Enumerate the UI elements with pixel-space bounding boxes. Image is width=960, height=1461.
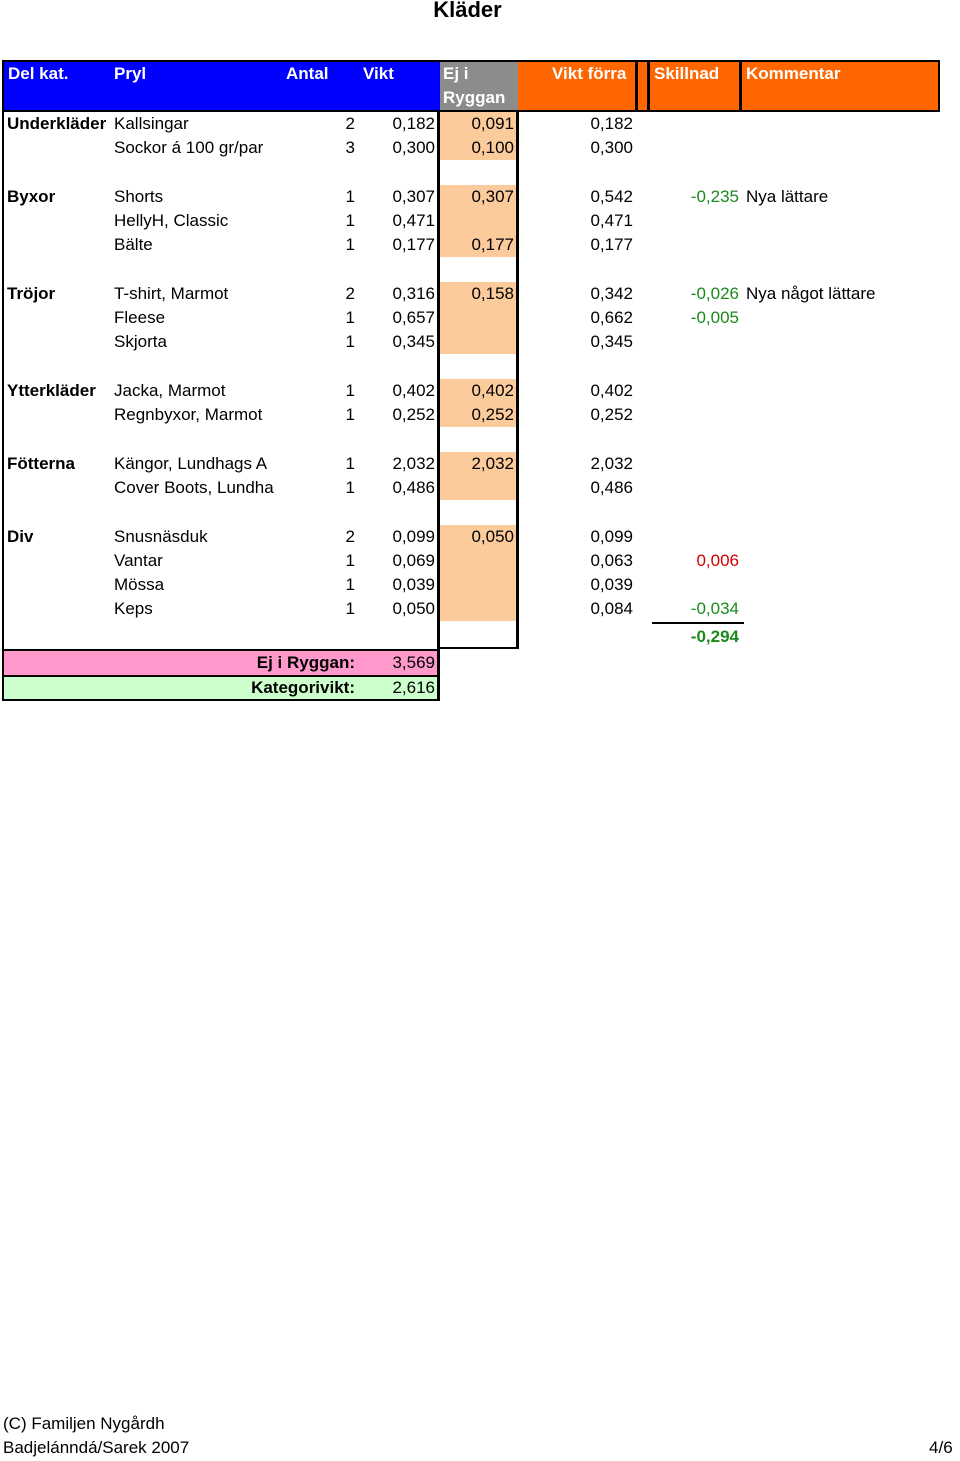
vikt-forra-cell: 0,342 [590, 284, 633, 303]
ej-i-ryggan-cell: 0,100 [471, 138, 514, 157]
header-ryggan: Ryggan [443, 88, 506, 107]
skillnad-cell [640, 112, 739, 136]
header-pryl: Pryl [114, 64, 147, 83]
category-cell [7, 573, 110, 597]
kommentar-cell [746, 233, 956, 257]
page-title: Kläder [433, 0, 502, 22]
skillnad-cell [640, 233, 739, 257]
vikt-cell: 0,050 [392, 599, 435, 618]
antal-cell: 1 [345, 381, 355, 400]
antal-cell: 1 [345, 187, 355, 206]
item-cell: Vantar [114, 551, 163, 570]
antal-cell: 1 [345, 478, 355, 497]
category-cell: Underkläder [7, 114, 107, 133]
item-cell: Jacka, Marmot [114, 381, 226, 400]
kommentar-cell [746, 573, 956, 597]
vikt-cell: 0,300 [392, 138, 435, 157]
vikt-forra-cell: 2,032 [590, 454, 633, 473]
category-cell: Ytterkläder [7, 381, 96, 400]
antal-cell: 1 [345, 405, 355, 424]
ej-i-ryggan-cell [442, 549, 514, 573]
ej-i-ryggan-cell: 2,032 [471, 454, 514, 473]
kommentar-cell [746, 452, 956, 476]
kommentar-cell [746, 209, 956, 233]
vikt-cell: 0,177 [392, 235, 435, 254]
item-cell: Keps [114, 599, 153, 618]
vikt-cell: 0,657 [392, 308, 435, 327]
vikt-forra-cell: 0,084 [590, 599, 633, 618]
header-skillnad: Skillnad [654, 64, 720, 83]
antal-cell: 1 [345, 551, 355, 570]
kommentar-cell [746, 136, 956, 160]
vikt-forra-cell: 0,039 [590, 575, 633, 594]
item-cell: Mössa [114, 575, 165, 594]
vikt-forra-cell: 0,402 [590, 381, 633, 400]
total-diff: -0,294 [690, 627, 739, 646]
vikt-forra-cell: 0,177 [590, 235, 633, 254]
vikt-forra-cell: 0,182 [590, 114, 633, 133]
ej-i-ryggan-cell [442, 209, 514, 233]
kommentar-cell [746, 476, 956, 500]
skillnad-cell [640, 452, 739, 476]
header-kommentar: Kommentar [746, 64, 841, 83]
vikt-forra-cell: 0,471 [590, 211, 633, 230]
kommentar-cell [746, 525, 956, 549]
ej-i-ryggan-cell [442, 330, 514, 354]
ej-i-ryggan-cell [442, 597, 514, 621]
vikt-forra-cell: 0,542 [590, 187, 633, 206]
ej-i-ryggan-cell: 0,402 [471, 381, 514, 400]
vikt-cell: 0,471 [392, 211, 435, 230]
skillnad-cell [640, 136, 739, 160]
item-cell: HellyH, Classic [114, 211, 229, 230]
item-cell: Kallsingar [114, 114, 189, 133]
vikt-cell: 0,486 [392, 478, 435, 497]
footer-page-number: 4/6 [929, 1438, 953, 1457]
vikt-cell: 0,099 [392, 527, 435, 546]
item-cell: Shorts [114, 187, 164, 206]
vikt-forra-cell: 0,345 [590, 332, 633, 351]
category-cell: Fötterna [7, 454, 75, 473]
antal-cell: 2 [345, 527, 355, 546]
skillnad-cell [640, 209, 739, 233]
ej-i-ryggan-cell [442, 306, 514, 330]
skillnad-cell: 0,006 [696, 551, 739, 570]
skillnad-cell [640, 525, 739, 549]
ej-i-ryggan-cell [442, 476, 514, 500]
vikt-cell: 0,316 [392, 284, 435, 303]
category-cell [7, 209, 110, 233]
kommentar-cell: Nya något lättare [746, 284, 876, 303]
ej-i-ryggan-cell: 0,177 [471, 235, 514, 254]
skillnad-cell [640, 476, 739, 500]
category-cell: Div [7, 527, 34, 546]
kommentar-cell [746, 403, 956, 427]
item-cell: Skjorta [114, 332, 167, 351]
kommentar-cell [746, 330, 956, 354]
summary-kat-value: 2,616 [392, 678, 435, 697]
item-cell: Fleese [114, 308, 166, 327]
skillnad-cell [640, 330, 739, 354]
ej-i-ryggan-cell: 0,307 [471, 187, 514, 206]
vikt-cell: 0,307 [392, 187, 435, 206]
vikt-cell: 0,069 [392, 551, 435, 570]
item-cell: Regnbyxor, Marmot [114, 405, 263, 424]
header-vikt-forra: Vikt förra [552, 64, 627, 83]
ej-i-ryggan-cell: 0,252 [471, 405, 514, 424]
category-cell [7, 330, 110, 354]
footer-trip: Badjelánndá/Sarek 2007 [3, 1438, 190, 1457]
item-cell: Cover Boots, Lundha [114, 478, 274, 497]
summary-ej-value: 3,569 [392, 653, 435, 672]
item-cell: Snusnäsduk [114, 527, 208, 546]
vikt-forra-cell: 0,486 [590, 478, 633, 497]
vikt-forra-cell: 0,252 [590, 405, 633, 424]
ej-i-ryggan-cell: 0,158 [471, 284, 514, 303]
footer-copyright: (C) Familjen Nygårdh [3, 1414, 165, 1433]
antal-cell: 1 [345, 235, 355, 254]
skillnad-cell [640, 573, 739, 597]
category-cell: Tröjor [7, 284, 56, 303]
skillnad-cell: -0,005 [690, 308, 739, 327]
kommentar-cell [746, 597, 956, 621]
antal-cell: 1 [345, 454, 355, 473]
antal-cell: 3 [345, 138, 355, 157]
header-del-kat: Del kat. [8, 64, 69, 83]
kommentar-cell: Nya lättare [746, 187, 829, 206]
kommentar-cell [746, 306, 956, 330]
skillnad-cell: -0,235 [690, 187, 739, 206]
ej-i-ryggan-cell: 0,050 [471, 527, 514, 546]
category-cell [7, 597, 110, 621]
item-cell: Bälte [114, 235, 153, 254]
vikt-forra-cell: 0,063 [590, 551, 633, 570]
ej-i-ryggan-cell: 0,091 [471, 114, 514, 133]
antal-cell: 1 [345, 332, 355, 351]
antal-cell: 2 [345, 284, 355, 303]
antal-cell: 1 [345, 599, 355, 618]
vikt-cell: 0,182 [392, 114, 435, 133]
category-cell [7, 476, 110, 500]
vikt-forra-cell: 0,099 [590, 527, 633, 546]
skillnad-cell [640, 379, 739, 403]
kommentar-cell [746, 112, 956, 136]
antal-cell: 2 [345, 114, 355, 133]
category-cell [7, 306, 110, 330]
header-antal: Antal [286, 64, 329, 83]
skillnad-cell [640, 403, 739, 427]
category-cell [7, 403, 110, 427]
skillnad-cell: -0,026 [690, 284, 739, 303]
antal-cell: 1 [345, 575, 355, 594]
header-ej-i: Ej i [443, 64, 469, 83]
vikt-forra-cell: 0,662 [590, 308, 633, 327]
item-cell: T-shirt, Marmot [114, 284, 229, 303]
summary-ej-label: Ej i Ryggan: [256, 653, 355, 672]
kommentar-cell [746, 379, 956, 403]
vikt-forra-cell: 0,300 [590, 138, 633, 157]
item-cell: Sockor á 100 gr/par [114, 138, 264, 157]
vikt-cell: 0,252 [392, 405, 435, 424]
vikt-cell: 2,032 [392, 454, 435, 473]
category-cell [7, 549, 110, 573]
skillnad-cell: -0,034 [690, 599, 739, 618]
ej-i-ryggan-cell [442, 573, 514, 597]
kommentar-cell [746, 549, 956, 573]
vikt-cell: 0,402 [392, 381, 435, 400]
antal-cell: 1 [345, 308, 355, 327]
header-vikt: Vikt [363, 64, 394, 83]
category-cell: Byxor [7, 187, 56, 206]
vikt-cell: 0,345 [392, 332, 435, 351]
item-cell: Kängor, Lundhags A [114, 454, 268, 473]
vikt-cell: 0,039 [392, 575, 435, 594]
summary-kat-label: Kategorivikt: [251, 678, 355, 697]
category-cell [7, 233, 110, 257]
category-cell [7, 136, 110, 160]
antal-cell: 1 [345, 211, 355, 230]
